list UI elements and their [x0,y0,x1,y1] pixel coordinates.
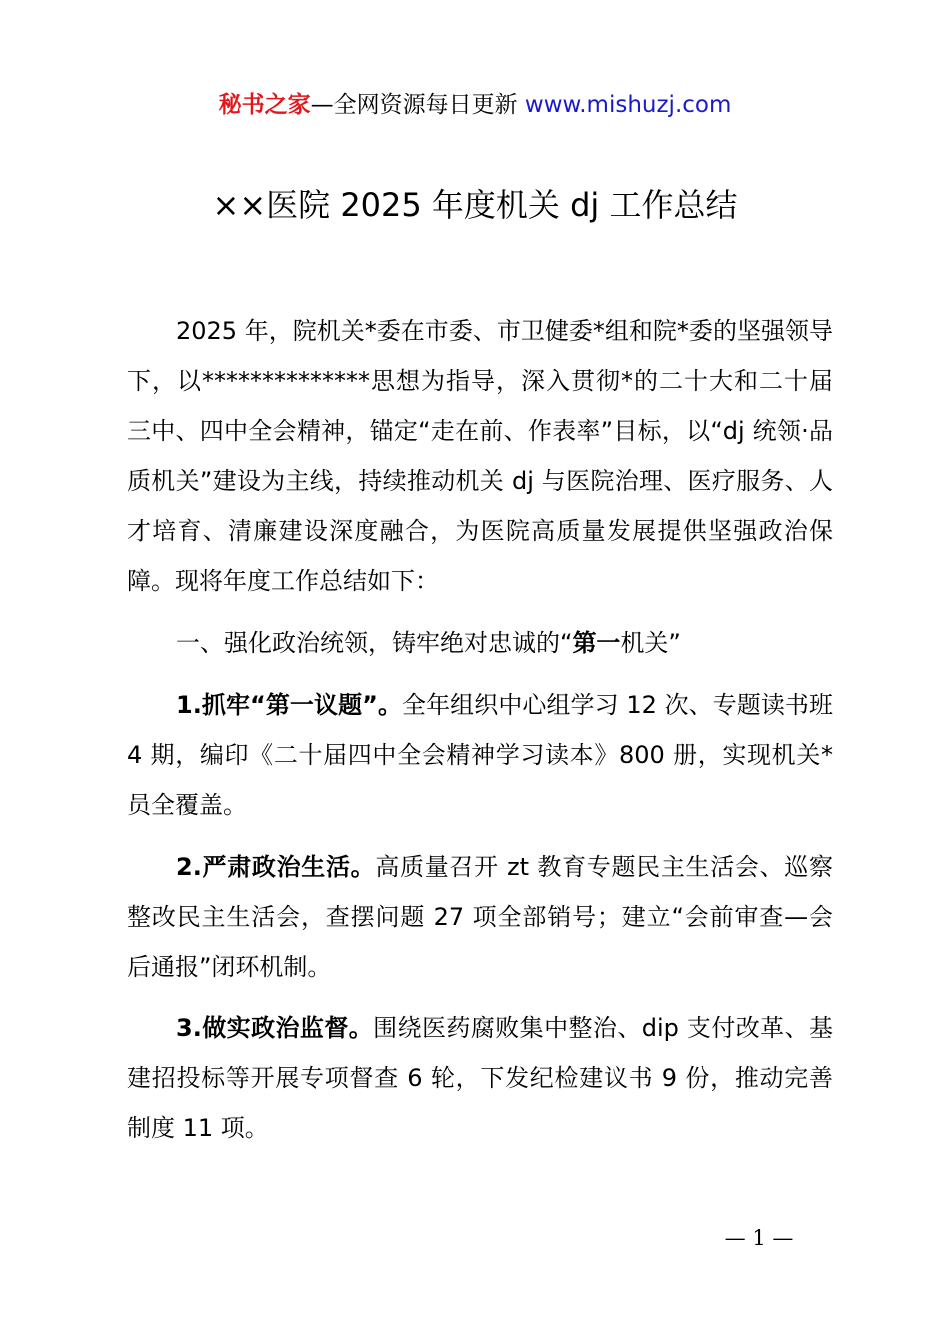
site-slogan: —全网资源每日更新 [310,92,525,118]
item-lead: 1.抓牢“第一议题”。 [176,691,403,719]
item-text: 围绕医药腐败集中整治、dip 支付改革、基建招投标等开展专项督查 6 轮，下发纪检建议书 9 份，推动完善制度 11 项。 [127,1014,833,1142]
section-heading [127,618,833,668]
item-lead: 2.严肃政治生活。 [176,853,376,881]
page-number: — 1 — [724,1226,794,1250]
site-url-link[interactable]: www.mishuzj.com [524,92,732,118]
site-brand: 秘书之家 [218,92,311,118]
item-paragraph [127,680,833,830]
section-heading-prefix: 一、强化政治统领，铸牢绝对忠诚的“ [176,629,573,657]
section-heading-bold: 第一 [572,629,621,657]
section-heading-suffix: 机关” [620,629,681,657]
document-title: ××医院 2025 年度机关 dj 工作总结 [212,186,738,224]
item-text: 全年组织中心组学习 12 次、专题读书班 4 期，编印《二十届四中全会精神学习读本》800 册，实现机关*员全覆盖。 [127,691,833,819]
item-text: 高质量召开 zt 教育专题民主生活会、巡察整改民主生活会，查摆问题 27 项全部销号；建立“会前审查—会后通报”闭环机制。 [127,853,833,981]
item-paragraph [127,1003,833,1153]
site-banner [0,88,950,122]
intro-paragraph: 2025 年，院机关*委在市委、市卫健委*组和院*委的坚强领导下，以**************思想为指导，深入贯彻*的二十大和二十届三中、四中全会精神，锚定“走在前、作表率”目标，以“dj 统领·品质机关”建设为主线，持续推动机关 dj 与医院治理、医疗服务、人才培育、清廉建设深度融合，为医院高质量发展提供坚强政治保障。现将年度工作总结如下： [127,317,833,595]
item-paragraph [127,842,833,992]
item-lead: 3.做实政治监督。 [176,1014,374,1042]
